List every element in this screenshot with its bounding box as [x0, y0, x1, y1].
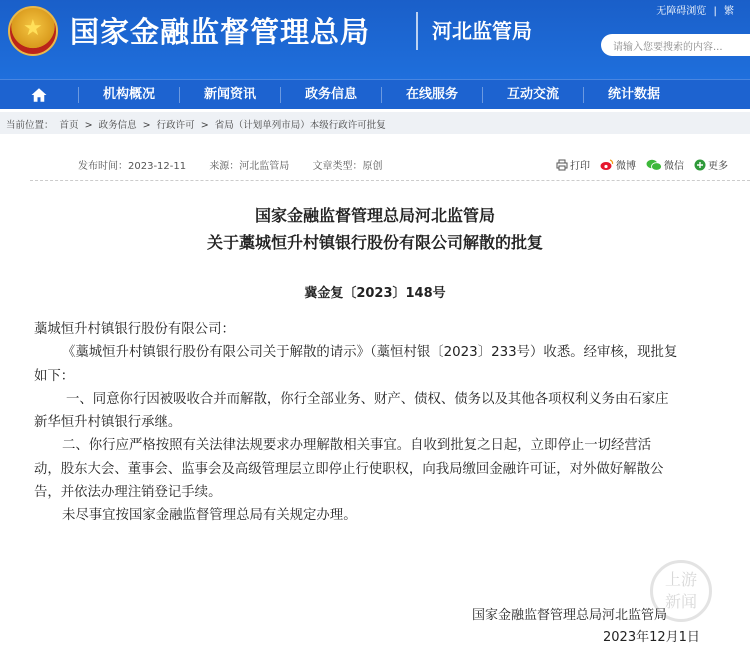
nav-item-online-service[interactable]: 在线服务: [381, 87, 482, 103]
wechat-button[interactable]: [646, 157, 684, 172]
print-button[interactable]: [556, 157, 590, 172]
plus-circle-icon: [694, 159, 706, 171]
more-share-button[interactable]: [694, 157, 728, 172]
breadcrumb-sep: >: [142, 120, 151, 131]
nav-item-news[interactable]: 新闻资讯: [179, 87, 280, 103]
top-links-separator: |: [713, 6, 717, 17]
nav-item-government-info[interactable]: 政务信息: [280, 87, 381, 103]
home-icon: [30, 86, 48, 104]
paragraph-1-line-1: 《藁城恒升村镇银行股份有限公司关于解散的请示》（藁恒村银〔2023〕233号）收悉。经审核，现批复: [62, 345, 678, 361]
breadcrumb-admin-license[interactable]: 行政许可: [156, 120, 195, 131]
main-nav: [0, 79, 750, 109]
article-meta: [78, 157, 403, 172]
document-number: 冀金复〔2023〕148号: [304, 286, 446, 301]
breadcrumb-label: 当前位置：: [6, 120, 54, 131]
paragraph-2-line-1: 一、同意你行因被吸收合并而解散，你行全部业务、财产、债权、债务以及其他各项权利义务由石家庄: [66, 391, 669, 407]
home-button[interactable]: [0, 80, 78, 110]
paragraph-4: 未尽事宜按国家金融监督管理总局有关规定办理。: [62, 508, 357, 524]
weibo-button[interactable]: [600, 157, 636, 172]
breadcrumb: [0, 112, 750, 134]
signature-organization: 国家金融监督管理总局河北监管局: [472, 608, 668, 623]
weibo-icon: [600, 159, 614, 171]
more-label: 更多: [708, 161, 728, 172]
breadcrumb-sep: >: [200, 120, 209, 131]
paragraph-3-line-1: 二、你行应严格按照有关法律法规要求办理解散相关事宜。自收到批复之日起，立即停止一切经营活: [62, 438, 652, 454]
nav-item-statistics[interactable]: 统计数据: [583, 87, 684, 103]
nav-item-institution[interactable]: 机构概况: [78, 87, 179, 103]
header-divider: [416, 12, 418, 50]
breadcrumb-home[interactable]: 首页: [59, 120, 79, 131]
top-links: [652, 2, 734, 17]
breadcrumb-sep: >: [84, 120, 93, 131]
paragraph-1-line-2: 如下：: [34, 368, 75, 384]
paragraph-2-line-2: 新华恒升村镇银行承继。: [34, 415, 182, 431]
breadcrumb-current[interactable]: 省局（计划单列市局）本级行政许可批复: [214, 120, 386, 131]
traditional-chinese-link[interactable]: 繁: [724, 6, 734, 17]
doc-type: 文章类型：原创: [312, 161, 383, 172]
printer-icon: [556, 159, 568, 171]
meta-divider: [30, 180, 750, 181]
document-title-line2: 关于藁城恒升村镇银行股份有限公司解散的批复: [206, 233, 543, 252]
site-header: [0, 0, 750, 79]
salutation: 藁城恒升村镇银行股份有限公司：: [34, 322, 235, 337]
print-label: 打印: [570, 161, 590, 172]
source: 来源：河北监管局: [209, 161, 290, 172]
nav-item-interaction[interactable]: 互动交流: [482, 87, 583, 103]
bureau-name[interactable]: 河北监管局: [432, 19, 532, 43]
signature-date: 2023年12月1日: [603, 630, 700, 645]
document-body: [34, 318, 750, 528]
paragraph-3-line-2: 动，股东大会、董事会、监事会及高级管理层立即停止行使职权，向我局缴回金融许可证，对外做好解散公: [34, 461, 664, 477]
accessibility-link[interactable]: 无障碍浏览: [656, 6, 707, 17]
site-title[interactable]: 国家金融监督管理总局: [70, 15, 371, 49]
publish-time: 发布时间：2023-12-11: [78, 161, 187, 172]
national-emblem-icon: ★: [8, 6, 58, 56]
share-bar: [556, 157, 728, 172]
wechat-icon: [646, 159, 662, 171]
document-title-line1: 国家金融监督管理总局河北监管局: [254, 206, 495, 225]
watermark-line2: 新闻: [664, 592, 697, 611]
paragraph-3-line-3: 告，并依法办理注销登记手续。: [34, 485, 222, 501]
weibo-label: 微博: [616, 161, 636, 172]
breadcrumb-government-info[interactable]: 政务信息: [98, 120, 137, 131]
search-input[interactable]: 请输入您要搜索的内容...: [601, 34, 750, 56]
wechat-label: 微信: [664, 161, 684, 172]
watermark-line1: 上游: [664, 570, 697, 589]
